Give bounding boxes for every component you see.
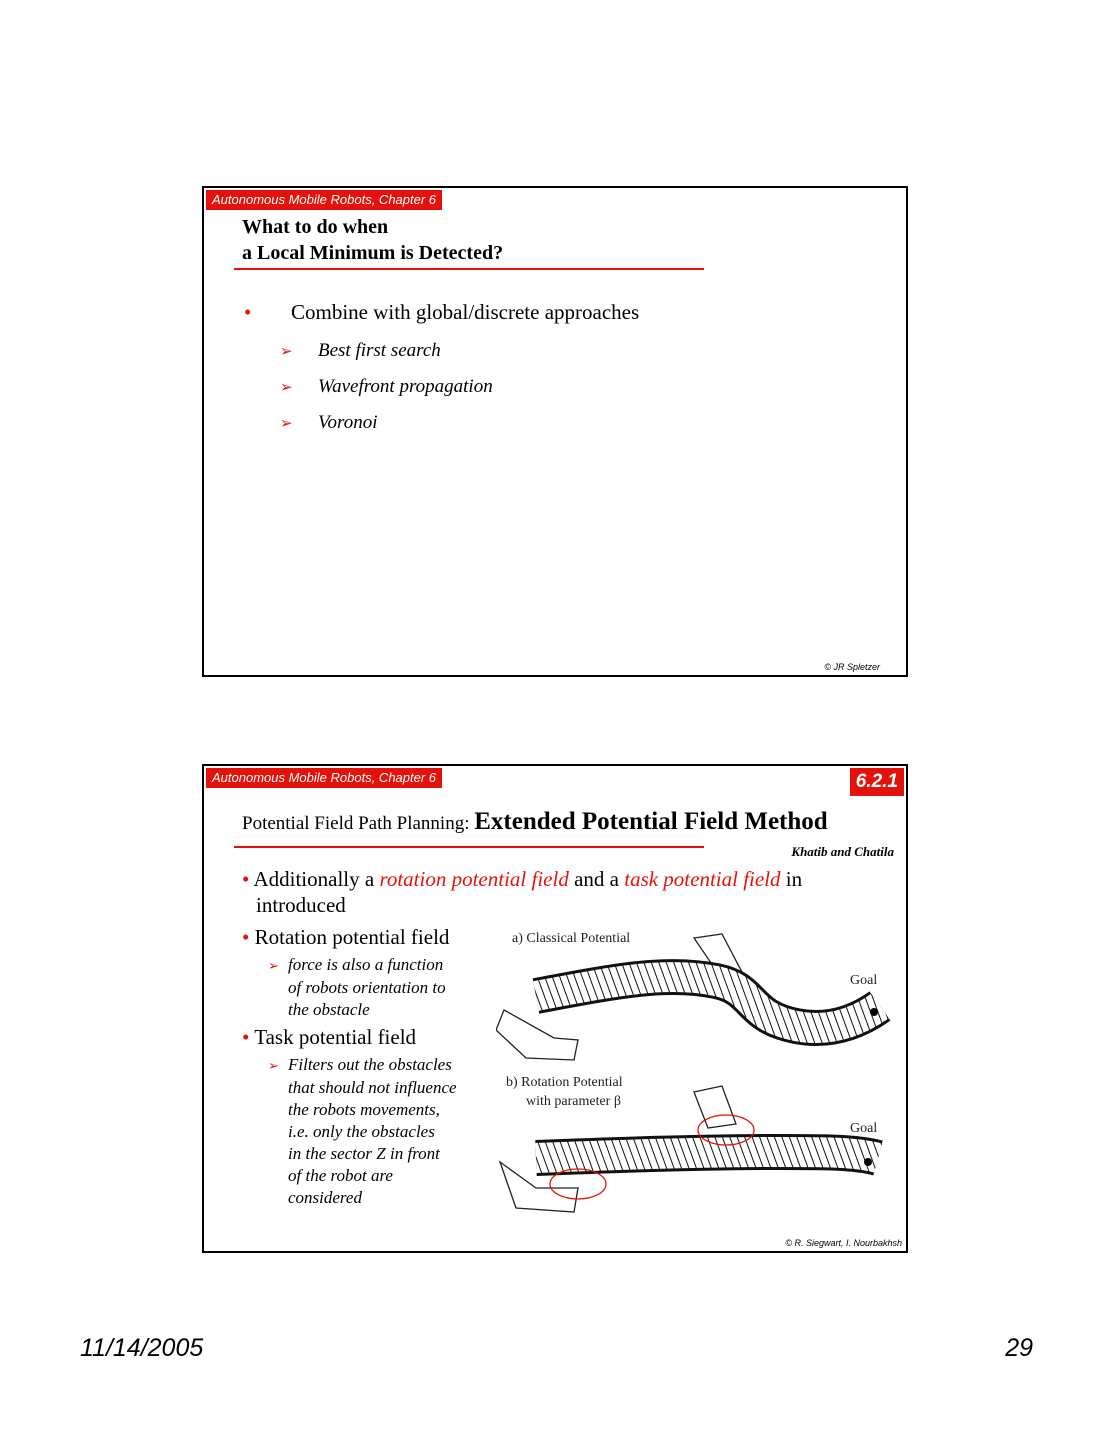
- arrow-bullet-icon: ➢: [280, 344, 293, 360]
- bullet-rotation-field: • Rotation potential field: [242, 925, 450, 949]
- slide-header-label: Autonomous Mobile Robots, Chapter 6: [206, 768, 442, 788]
- slide-title-line2: a Local Minimum is Detected?: [242, 242, 504, 264]
- subitem-task-desc: ➢ Filters out the obstacles that should not influence the robots movements, i.e. only the obstacles in the sector Z in front of the robot are considered: [268, 1055, 457, 1207]
- task-potential-field-term: task potential field: [624, 867, 781, 891]
- subitem-rotation-desc: ➢ force is also a function of robots orientation to the obstacle: [268, 955, 446, 1019]
- arrow-bullet-icon: ➢: [268, 958, 279, 973]
- slide-title: [242, 214, 503, 266]
- bullet-additionally: • Additionally a rotation potential field and a task potential field in introduced: [242, 867, 803, 917]
- slide-local-minimum: [202, 186, 908, 677]
- arrow-bullet-icon: ➢: [280, 380, 293, 396]
- obstacle-shape: [496, 1010, 578, 1060]
- goal-label-a: Goal: [850, 973, 878, 988]
- figure-label-b-parameter: with parameter β: [526, 1094, 621, 1109]
- arrow-bullet-icon: ➢: [268, 1058, 279, 1073]
- subitem-best-first: [280, 340, 441, 362]
- bullet-dot: •: [244, 300, 252, 324]
- slide-header-label: Autonomous Mobile Robots, Chapter 6: [206, 190, 442, 210]
- subitem-text: Wavefront propagation: [318, 376, 493, 397]
- title-underline: [234, 268, 704, 270]
- slide-title-prefix: Potential Field Path Planning:: [242, 813, 470, 834]
- bullet-text: Combine with global/discrete approaches: [291, 300, 640, 324]
- copyright: © JR Spletzer: [824, 662, 880, 672]
- subitem-text: Voronoi: [318, 412, 378, 433]
- slide-title-main: Extended Potential Field Method: [474, 808, 828, 835]
- slide-extended-potential-field: [202, 764, 908, 1253]
- figure-label-a: a) Classical Potential: [512, 931, 631, 946]
- footer-date: 11/14/2005: [80, 1334, 204, 1362]
- figure-label-b: b) Rotation Potential: [506, 1075, 623, 1090]
- title-underline: [234, 846, 704, 848]
- rotation-potential-field-term: rotation potential field: [379, 867, 569, 891]
- copyright: © R. Siegwart, I. Nourbakhsh: [785, 1238, 902, 1248]
- robot-path-hatching: [536, 1152, 878, 1158]
- subitem-voronoi: [280, 412, 377, 434]
- subitem-wavefront: [280, 376, 493, 398]
- attribution: Khatib and Chatila: [791, 844, 894, 859]
- bullet-combine: [244, 300, 639, 325]
- section-number-badge: 6.2.1: [850, 768, 904, 796]
- obstacle-shape: [694, 1086, 736, 1128]
- arrow-bullet-icon: ➢: [280, 416, 293, 432]
- goal-marker: [870, 1008, 878, 1016]
- slide-title: [242, 808, 828, 836]
- potential-field-figure: [496, 926, 896, 1226]
- subitem-text: Best first search: [318, 340, 441, 361]
- slide-title-line1: What to do when: [242, 216, 389, 238]
- page-number: 29: [1005, 1334, 1033, 1362]
- bullet-task-field: • Task potential field: [242, 1025, 417, 1049]
- goal-marker: [864, 1158, 872, 1166]
- goal-label-b: Goal: [850, 1121, 878, 1136]
